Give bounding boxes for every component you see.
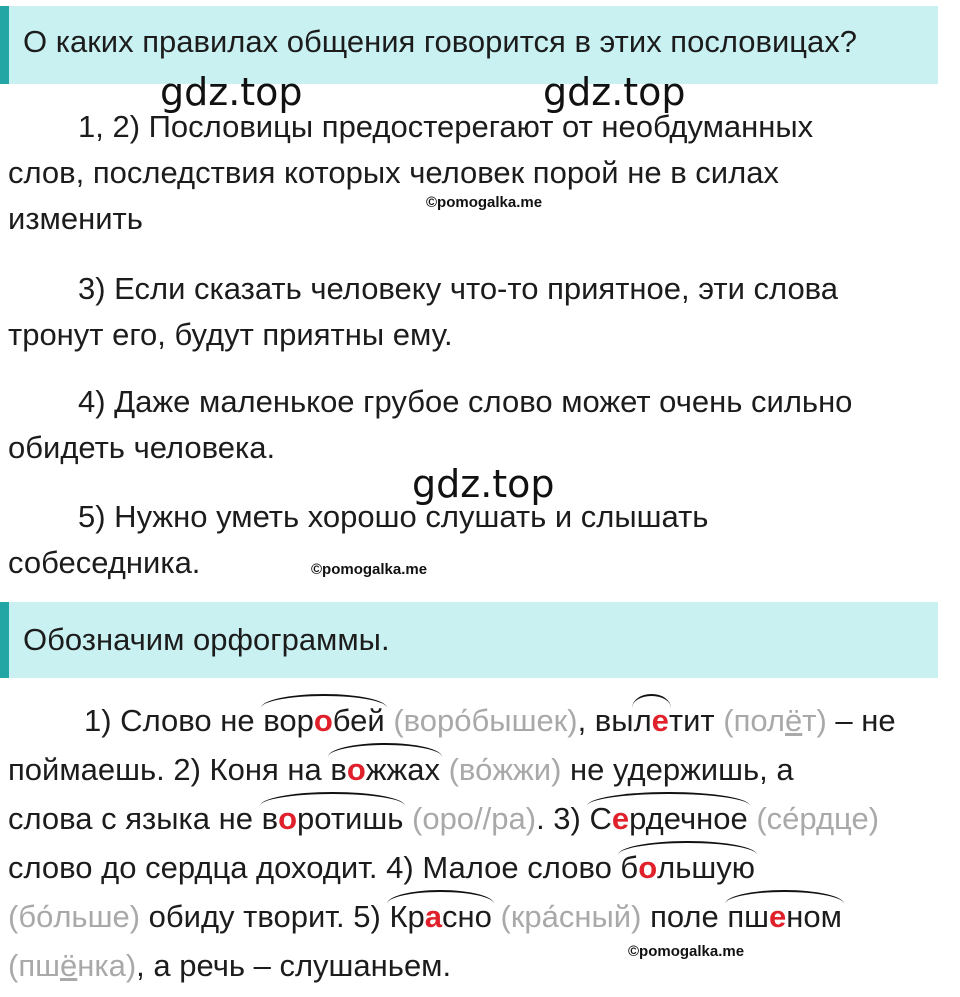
text-line: 3) Если сказать человеку что-то приятное, эти слова <box>78 271 839 306</box>
text: льшую <box>657 850 755 885</box>
text: вор <box>263 703 314 738</box>
text: в <box>330 752 347 787</box>
text: льше) <box>53 899 141 934</box>
root-arc <box>727 892 842 941</box>
text-line: тронут его, будут приятны ему. <box>8 317 453 352</box>
letter-highlight: е <box>651 703 669 738</box>
answer-4 <box>8 379 938 471</box>
text: т) <box>802 703 827 738</box>
root-arc <box>262 794 404 843</box>
hint <box>393 703 577 738</box>
text: ё <box>59 948 78 983</box>
copyright-mark: ©pomogalka.me <box>426 194 543 211</box>
answer-5 <box>8 494 938 586</box>
text-line: собеседника. <box>8 545 201 580</box>
root-arc <box>330 745 440 794</box>
text: – не <box>826 703 896 738</box>
text: о́ <box>454 703 472 738</box>
text: ё <box>785 703 803 738</box>
root-arc <box>634 696 669 745</box>
root-arc <box>589 794 747 843</box>
copyright-mark: ©pomogalka.me <box>628 943 745 960</box>
text: Кр <box>389 899 425 934</box>
text: поймаешь. 2) Коня на <box>8 752 331 787</box>
text: а́ <box>541 899 559 934</box>
text: (вор <box>393 703 455 738</box>
text: жжах <box>365 752 440 787</box>
text: бышек) <box>471 703 578 738</box>
text-line: слов, последствия которых человек порой не в силах <box>8 155 779 190</box>
hint <box>449 752 562 787</box>
text: ротишь <box>297 801 404 836</box>
text: б <box>620 850 639 885</box>
text-line: обидеть человека. <box>8 430 276 465</box>
watermark: gdz.top <box>160 70 303 114</box>
text: слова с языка не <box>8 801 262 836</box>
letter-highlight: о <box>346 752 366 787</box>
watermark: gdz.top <box>412 462 555 506</box>
letter-highlight: е <box>769 899 787 934</box>
text: не удержишь, а <box>561 752 794 787</box>
orthogram-banner <box>0 602 938 678</box>
text: бей <box>332 703 385 738</box>
text-line <box>8 794 948 843</box>
text: л <box>633 703 652 738</box>
text: рдце) <box>799 801 880 836</box>
orthogram-title: Обозначим орфограммы. <box>23 622 390 657</box>
copyright-mark: ©pomogalka.me <box>311 561 428 578</box>
orthogram-text <box>8 696 948 990</box>
text-line: изменить <box>8 201 143 236</box>
text: сный) <box>558 899 642 934</box>
letter-highlight: о <box>278 801 298 836</box>
text: (пол <box>723 703 786 738</box>
text: , вы <box>577 703 634 738</box>
watermark: gdz.top <box>543 70 686 114</box>
text: слово до сердца доходит. 4) Малое слово <box>8 850 621 885</box>
text: (с <box>756 801 783 836</box>
text: С <box>589 801 612 836</box>
hint <box>8 899 140 934</box>
root-arc <box>620 843 755 892</box>
text-line <box>8 745 948 794</box>
text: нка) <box>77 948 137 983</box>
text: (в <box>448 752 476 787</box>
answer-3 <box>8 266 938 358</box>
text-line <box>8 892 948 941</box>
text: о́ <box>36 899 54 934</box>
text: 1) Слово не <box>84 703 264 738</box>
text-line <box>8 941 948 990</box>
text-line <box>8 843 948 892</box>
text: (кр <box>500 899 542 934</box>
text: в <box>261 801 279 836</box>
text: (пш <box>8 948 60 983</box>
root-arc <box>263 696 385 745</box>
text: сно <box>442 899 492 934</box>
text: тит <box>668 703 715 738</box>
text-line: 5) Нужно уметь хорошо слушать и слышать <box>78 499 709 534</box>
text: обиду творит. 5) <box>140 899 390 934</box>
text: рдечное <box>629 801 748 836</box>
hint <box>723 703 827 738</box>
text: пш <box>727 899 770 934</box>
text-line <box>8 696 948 745</box>
question-text: О каких правилах общения говорится в этих пословицах? <box>23 24 858 59</box>
hint <box>8 948 136 983</box>
letter-highlight: о <box>638 850 658 885</box>
answer-1-2 <box>8 104 938 242</box>
question-banner <box>0 6 938 84</box>
hint <box>501 899 642 934</box>
root-arc <box>389 892 491 941</box>
text-line: 1, 2) Пословицы предостерегают от необдуманных <box>78 109 814 144</box>
letter-highlight: а <box>424 899 443 934</box>
text: (б <box>8 899 37 934</box>
text: . 3) <box>536 801 590 836</box>
hint: (оро//ра) <box>412 801 537 836</box>
letter-highlight: о <box>313 703 333 738</box>
text: поле <box>641 899 728 934</box>
hint <box>756 801 879 836</box>
letter-highlight: е <box>611 801 630 836</box>
text: о́ <box>475 752 493 787</box>
text: ном <box>786 899 842 934</box>
text-line: 4) Даже маленькое грубое слово может очень сильно <box>78 384 853 419</box>
text: жжи) <box>492 752 562 787</box>
text: , а речь – слушаньем. <box>136 948 452 983</box>
text: е́ <box>782 801 800 836</box>
